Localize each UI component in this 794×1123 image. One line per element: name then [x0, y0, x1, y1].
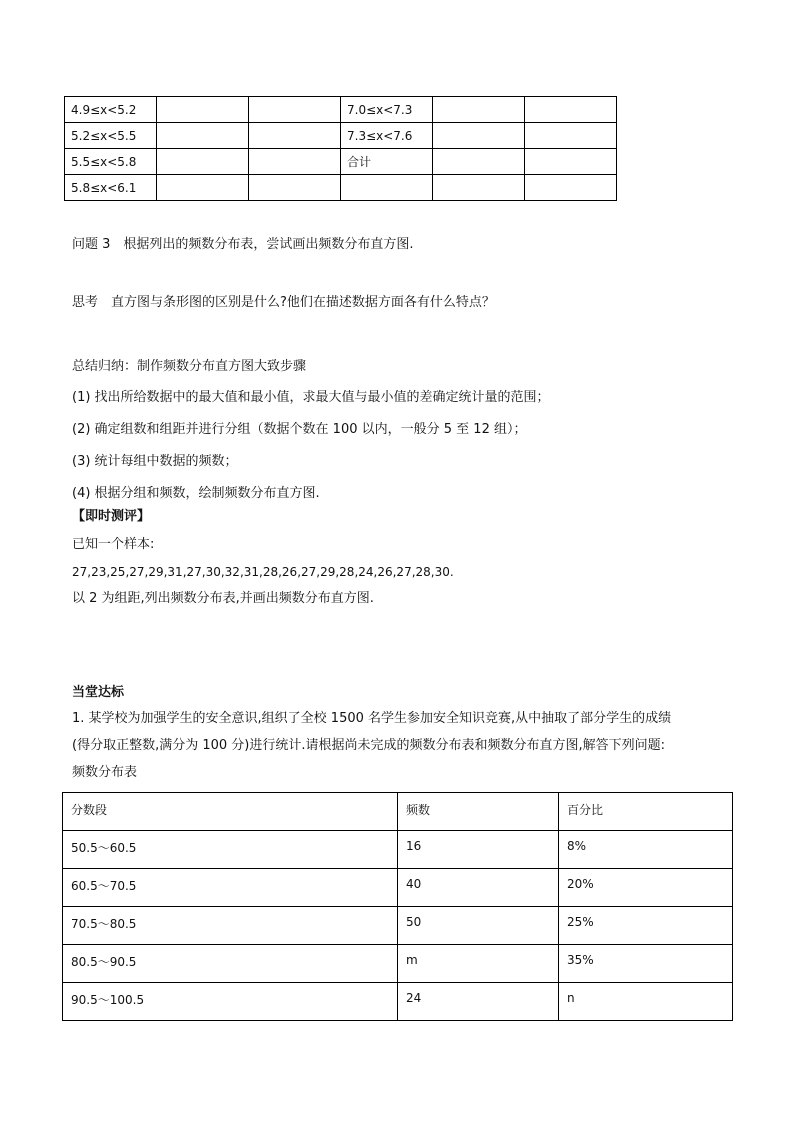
table-cell [157, 123, 249, 149]
quiz-heading: 【即时测评】 [72, 509, 151, 524]
table-cell [433, 97, 525, 123]
table-row [65, 175, 617, 201]
top-frequency-table [64, 96, 617, 201]
header-frequency: 频数 [398, 793, 559, 831]
table-cell [249, 123, 341, 149]
table-cell [525, 175, 617, 201]
table-row [63, 907, 733, 945]
table-cell [433, 175, 525, 201]
table-cell [525, 149, 617, 175]
table-row [63, 945, 733, 983]
header-score-range: 分数段 [63, 793, 398, 831]
quiz-intro: 已知一个样本: [72, 537, 155, 552]
summary-step-1: (1) 找出所给数据中的最大值和最小值，求最大值与最小值的差确定统计量的范围； [72, 390, 550, 405]
table-cell [249, 97, 341, 123]
table-row [65, 123, 617, 149]
table-cell: 7.3≤x<7.6 [341, 123, 433, 149]
table-cell [249, 149, 341, 175]
table-cell: 5.8≤x<6.1 [65, 175, 157, 201]
table-cell: 5.2≤x<5.5 [65, 123, 157, 149]
table-row [63, 869, 733, 907]
table-row [65, 149, 617, 175]
table-cell: 35% [559, 945, 733, 983]
table-row [63, 831, 733, 869]
table-cell: 90.5～100.5 [63, 983, 398, 1021]
table-cell: 7.0≤x<7.3 [341, 97, 433, 123]
header-percentage: 百分比 [559, 793, 733, 831]
table-cell: 50 [398, 907, 559, 945]
table-cell [433, 149, 525, 175]
table-cell [341, 175, 433, 201]
problem-line-2: (得分取正整数,满分为 100 分)进行统计.请根据尚未完成的频数分布表和频数分布直方图,解答下列问题: [72, 738, 665, 753]
frequency-distribution-table [62, 792, 733, 1021]
table-cell: 60.5～70.5 [63, 869, 398, 907]
table-cell [157, 149, 249, 175]
table-cell: 4.9≤x<5.2 [65, 97, 157, 123]
table-cell: 70.5～80.5 [63, 907, 398, 945]
table-cell: 20% [559, 869, 733, 907]
target-heading: 当堂达标 [72, 685, 125, 700]
table-cell [157, 97, 249, 123]
table-cell: 8% [559, 831, 733, 869]
table-cell [433, 123, 525, 149]
table-cell: 50.5～60.5 [63, 831, 398, 869]
table-cell [525, 97, 617, 123]
table-cell [249, 175, 341, 201]
quiz-task: 以 2 为组距,列出频数分布表,并画出频数分布直方图. [72, 591, 374, 606]
table-header-row [63, 793, 733, 831]
table-cell: m [398, 945, 559, 983]
table-cell: 40 [398, 869, 559, 907]
table-cell [525, 123, 617, 149]
quiz-sample: 27,23,25,27,29,31,27,30,32,31,28,26,27,29,28,24,26,27,28,30. [72, 565, 454, 579]
question-3: 问题 3 根据列出的频数分布表，尝试画出频数分布直方图. [72, 237, 414, 252]
table-cell: 25% [559, 907, 733, 945]
summary-step-2: (2) 确定组数和组距并进行分组（数据个数在 100 以内，一般分 5 至 12 组）； [72, 422, 527, 437]
summary-step-4: (4) 根据分组和频数，绘制频数分布直方图. [72, 486, 320, 501]
table-title: 频数分布表 [72, 765, 138, 780]
table-cell: 5.5≤x<5.8 [65, 149, 157, 175]
table-cell: 24 [398, 983, 559, 1021]
table-cell: 合计 [341, 149, 433, 175]
table-row [65, 97, 617, 123]
table-cell: 80.5～90.5 [63, 945, 398, 983]
think-question: 思考 直方图与条形图的区别是什么?他们在描述数据方面各有什么特点？ [72, 295, 495, 310]
table-row [63, 983, 733, 1021]
summary-title: 总结归纳：制作频数分布直方图大致步骤 [72, 359, 307, 374]
table-cell: 16 [398, 831, 559, 869]
problem-line-1: 1. 某学校为加强学生的安全意识,组织了全校 1500 名学生参加安全知识竞赛,从中抽取了部分学生的成绩 [72, 711, 672, 726]
summary-step-3: (3) 统计每组中数据的频数； [72, 454, 238, 469]
table-cell [157, 175, 249, 201]
table-cell: n [559, 983, 733, 1021]
